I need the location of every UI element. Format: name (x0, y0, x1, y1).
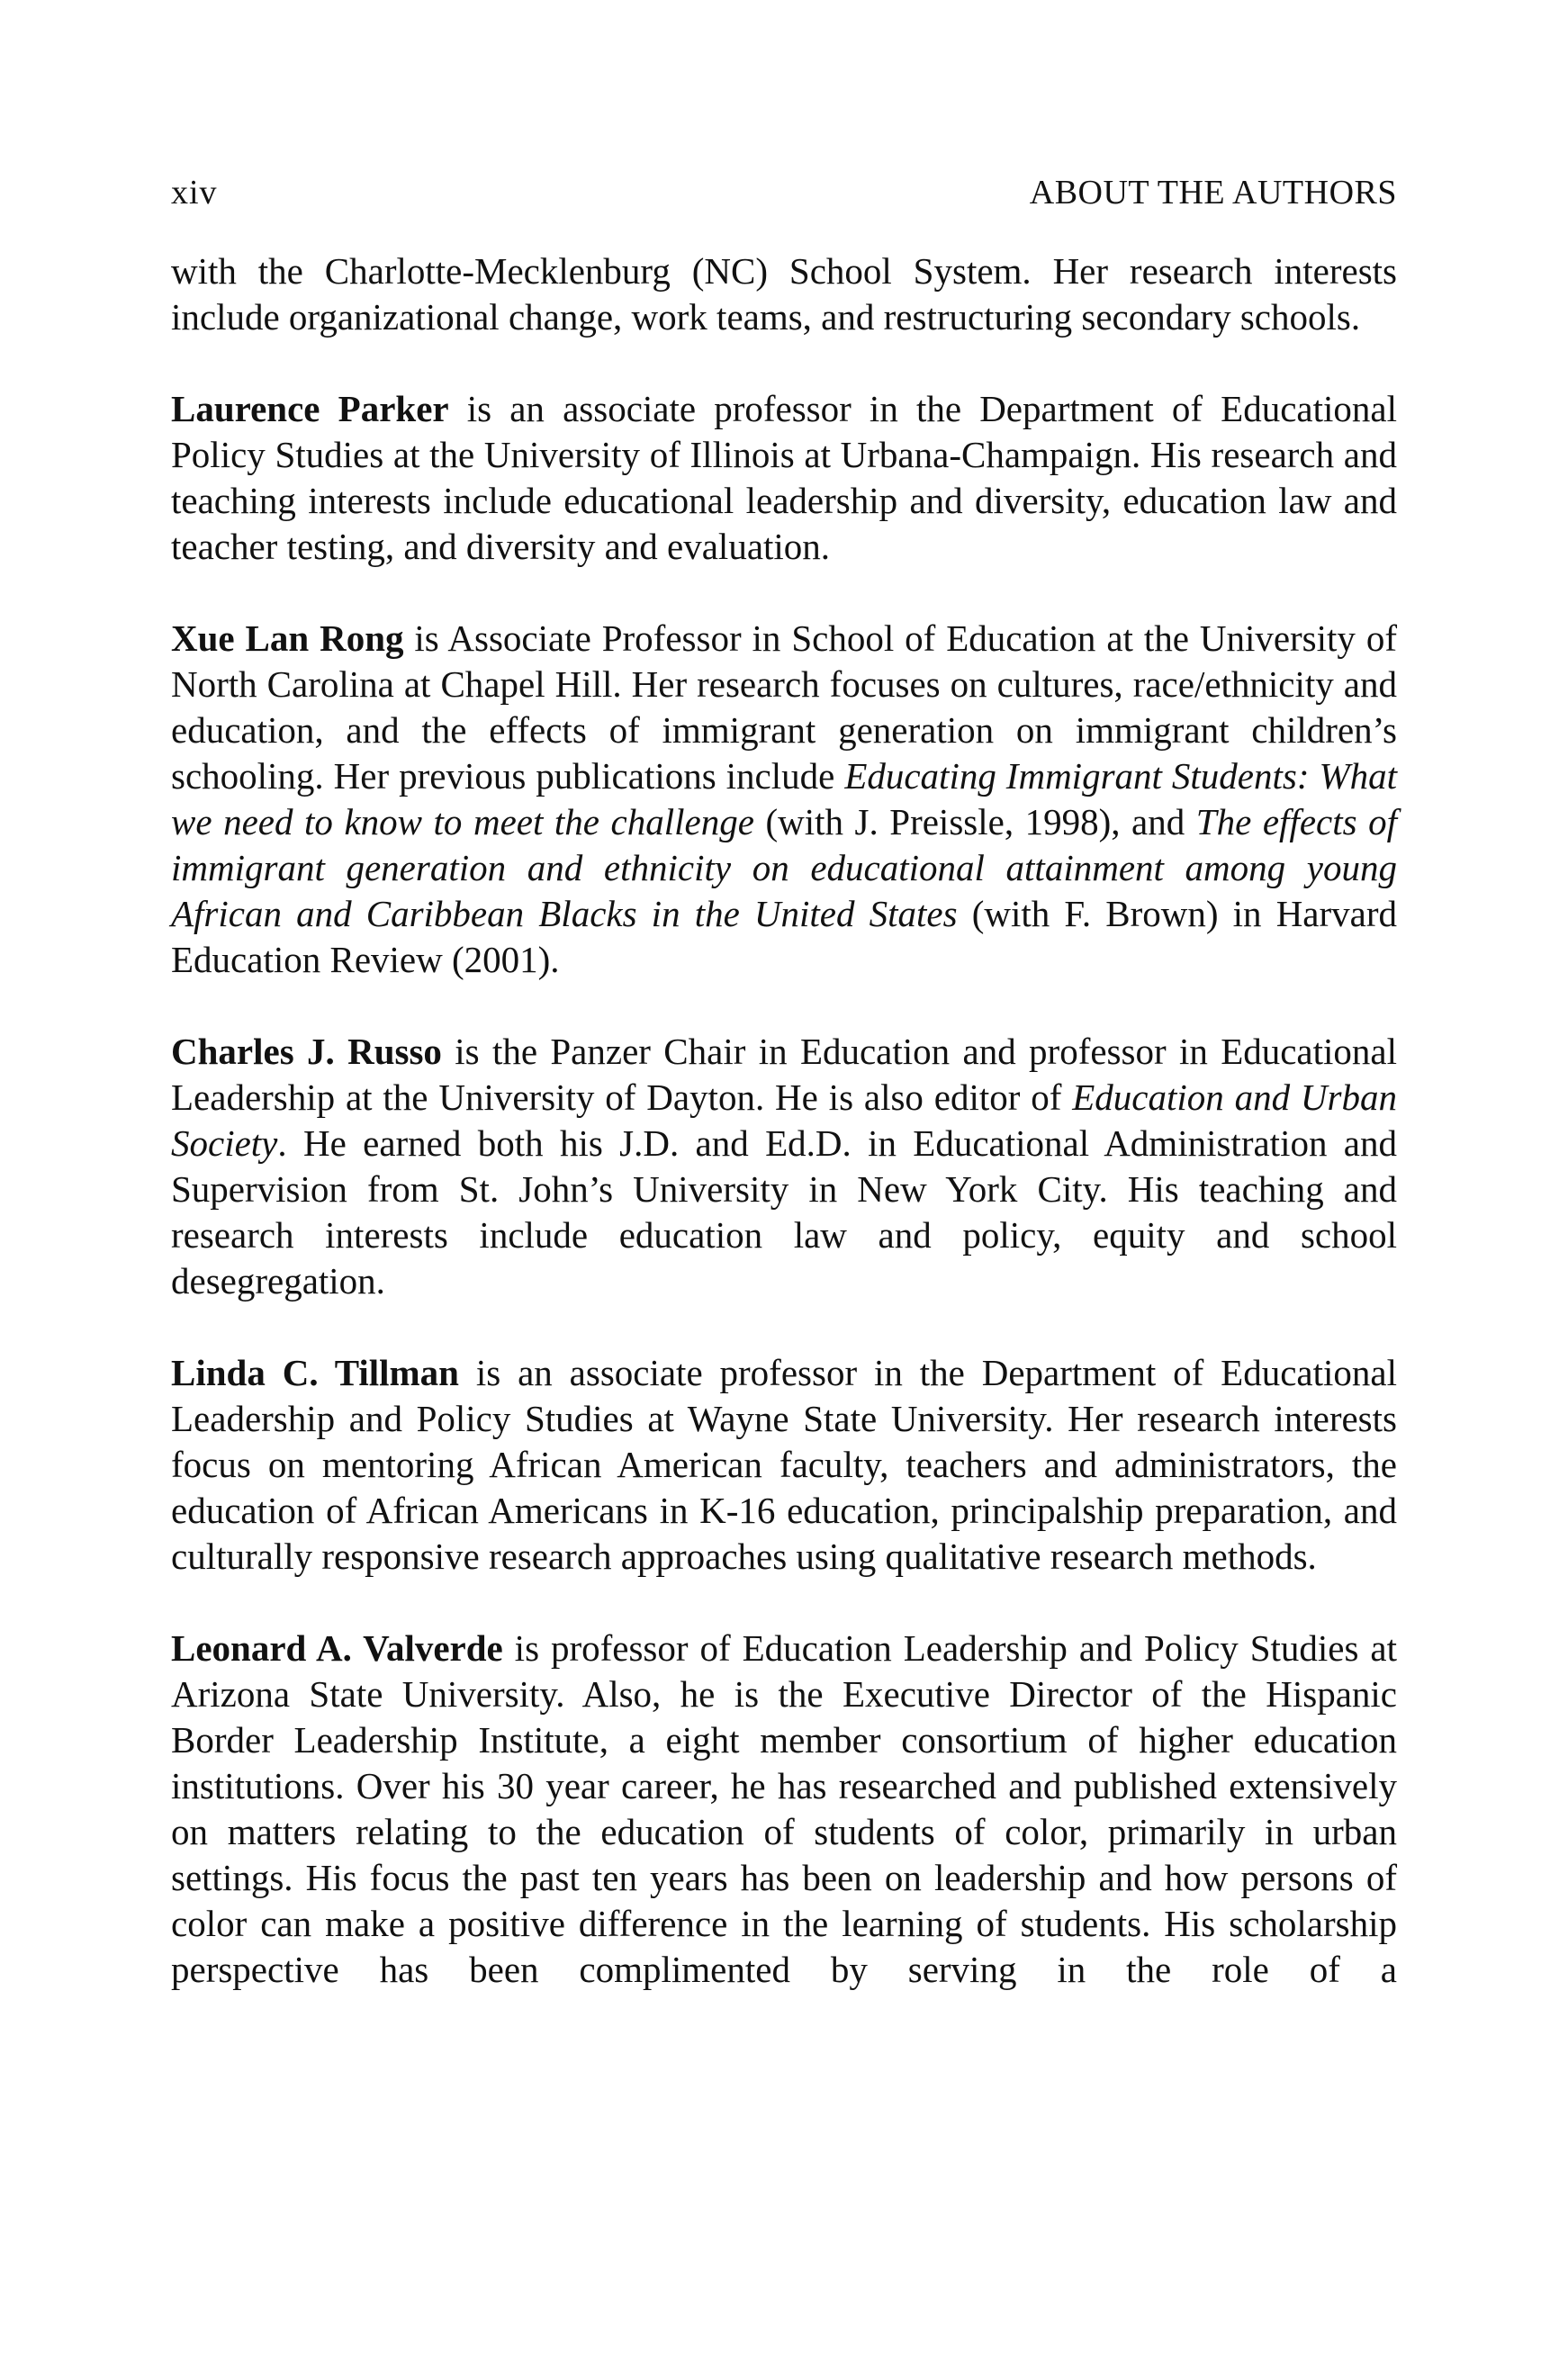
bio-paragraph-rong (171, 616, 1397, 983)
bio-paragraph-tillman (171, 1350, 1397, 1580)
book-page (171, 169, 1397, 2039)
publication-title: The effects of immigrant generation and ethnicity on educational attainment among young African and Caribbean Blacks in the United States (171, 801, 1397, 934)
bio-text: is Associate Professor in School of Education at the University of North Carolina at Chapel Hill. Her research focuses on cultures, race/ethnicity and education, and the effects of immigrant generation on immigrant children’s schooling. Her previous publications include (171, 617, 1397, 797)
bio-text: is an associate professor in the Department of Educational Policy Studies at the University of Illinois at Urbana-Champaign. His research and teaching interests include educational leadership and diversity, education law and teacher testing, and diversity and evaluation. (171, 388, 1397, 567)
bio-text: is the Panzer Chair in Education and professor in Educational Leadership at the University of Dayton. He is also editor of (171, 1031, 1398, 1118)
page-number: xiv (171, 174, 218, 212)
bio-text: . He earned both his J.D. and Ed.D. in Educational Administration and Supervision from St. John’s University in New York City. His teaching and research interests include education law and policy, equity and school desegregation. (171, 1122, 1397, 1302)
bio-text: (with F. Brown) in Harvard Education Review (2001). (171, 893, 1398, 980)
author-name: Leonard A. Valverde (171, 1627, 503, 1669)
author-name: Xue Lan Rong (171, 617, 404, 659)
author-name: Charles J. Russo (171, 1031, 442, 1072)
bio-text: is an associate professor in the Department of Educational Leadership and Policy Studies at Wayne State University. Her research interests focus on mentoring African American faculty, teachers and administrators, the education of African Americans in K-16 education, principalship preparation, and culturally responsive research approaches using qualitative research methods. (171, 1352, 1397, 1577)
journal-title: Education and Urban Society (171, 1076, 1397, 1164)
publication-title: Educating Immigrant Students: What we need to know to meet the challenge (171, 755, 1397, 842)
running-head (171, 169, 1397, 216)
bio-text: with the Charlotte-Mecklenburg (NC) School System. Her research interests include organizational change, work teams, and restructuring secondary schools. (171, 250, 1397, 338)
section-title: ABOUT THE AUTHORS (1029, 174, 1397, 212)
author-name: Laurence Parker (171, 388, 449, 429)
bio-text: is professor of Education Leadership and Policy Studies at Arizona State University. Also, he is the Executive Director of the Hispanic Border Leadership Institute, a eight member consortium of higher education institutions. Over his 30 year career, he has researched and published extensively on matters relating to the education of students of color, primarily in urban settings. His focus the past ten years has been on leadership and how persons of color can make a positive difference in the learning of students. His scholarship perspective has been complimented by serving in the role of a (171, 1627, 1397, 1990)
bio-paragraph-parker (171, 386, 1397, 570)
author-bios (171, 248, 1397, 1993)
bio-paragraph-valverde (171, 1626, 1397, 1993)
author-name: Linda C. Tillman (171, 1352, 459, 1393)
bio-text: (with J. Preissle, 1998), and (753, 801, 1196, 842)
bio-paragraph-continued (171, 248, 1397, 340)
bio-paragraph-russo (171, 1029, 1397, 1304)
